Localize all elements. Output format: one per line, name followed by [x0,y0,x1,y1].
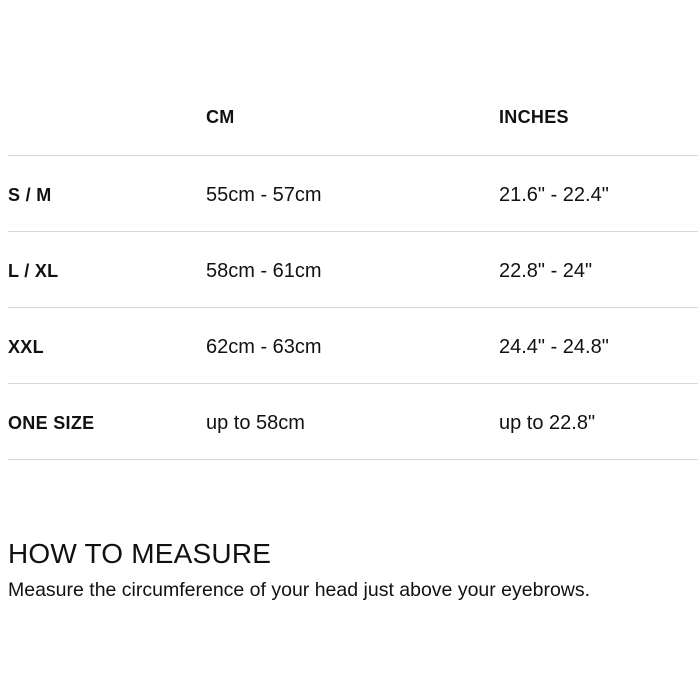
column-header-inches: INCHES [499,107,569,127]
size-label: XXL [8,337,44,357]
size-label: L / XL [8,261,59,281]
cm-value: 55cm - 57cm [206,184,322,206]
size-label: ONE SIZE [8,413,95,433]
table-row [8,384,698,460]
column-header-cm: CM [206,107,235,127]
how-to-measure-instructions: Measure the circumference of your head just above your eyebrows. [8,579,591,601]
inches-value: 22.8" - 24" [499,260,593,282]
inches-value: 21.6" - 22.4" [499,184,609,206]
size-chart-table [8,80,698,460]
inches-value: 24.4" - 24.8" [499,336,609,358]
table-row [8,156,698,232]
inches-value: up to 22.8" [499,412,596,434]
cm-value: up to 58cm [206,412,305,434]
cm-value: 58cm - 61cm [206,260,322,282]
table-row [8,232,698,308]
table-row [8,308,698,384]
how-to-measure-heading: HOW TO MEASURE [8,538,272,569]
size-label: S / M [8,185,52,205]
table-header-row [8,80,698,156]
cm-value: 62cm - 63cm [206,336,322,358]
